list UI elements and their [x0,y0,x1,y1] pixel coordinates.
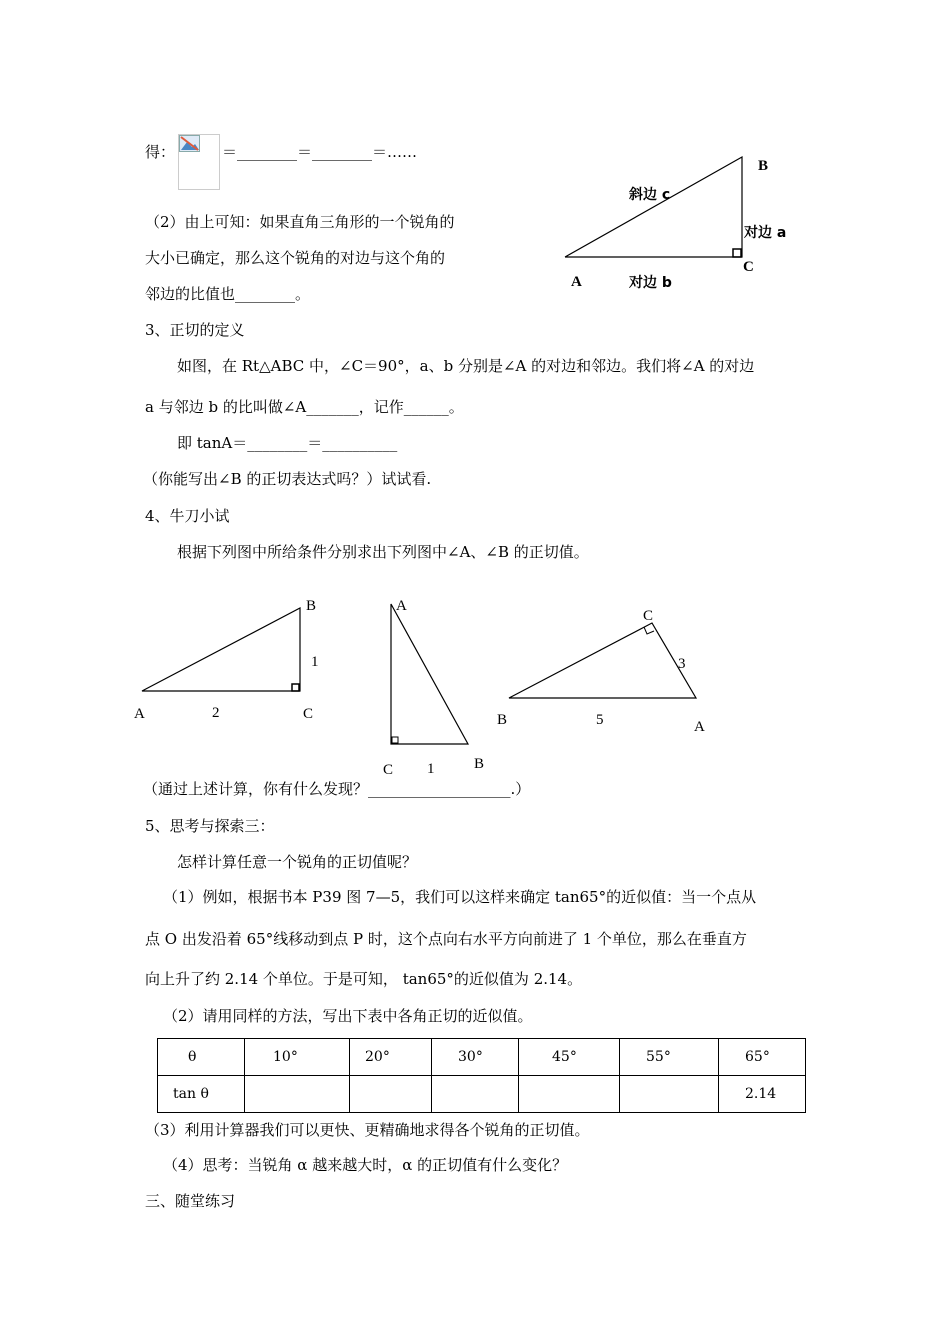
section5-line3: 点 O 出发沿着 65°线移动到点 P 时，这个点向右水平方向前进了 1 个单位，那么在垂直方 [145,930,747,948]
section6-heading: 三、随堂练习 [145,1192,236,1210]
formula-blanks: ＝________＝________＝…… [222,143,418,161]
tri2-vertex-c: C [383,762,394,778]
fig1-adjacent-label: 对边 b [629,275,672,291]
table-cell: 2.14 [719,1076,806,1113]
tri2-vertex-b: B [474,756,485,772]
table-cell: θ [158,1039,245,1076]
tri3-vertex-b: B [497,712,508,728]
section5-heading: 5、思考与探索三： [145,817,275,835]
fig1-vertex-a: A [571,274,582,290]
para4: （4）思考：当锐角 α 越来越大时，α 的正切值有什么变化？ [163,1156,568,1174]
section5-line2: （1）例如，根据书本 P39 图 7—5，我们可以这样来确定 tan65°的近似值：当一个点从 [163,888,757,906]
tri2-vertex-a: A [396,598,407,614]
section3-line2: a 与邻边 b 的比叫做∠A_______，记作______。 [145,398,464,416]
para2-line3: 邻边的比值也________。 [145,285,311,303]
practice-triangle-2 [391,604,468,744]
tri3-side-ca: 3 [678,656,686,672]
section3-heading: 3、正切的定义 [145,321,245,339]
table-cell: 20° [350,1039,432,1076]
tri1-side-bc: 1 [311,654,319,670]
para2-line2: 大小已确定，那么这个锐角的对边与这个角的 [145,249,446,267]
section3-line4: （你能写出∠B 的正切表达式吗？）试试看. [143,470,432,488]
section5-line5: （2）请用同样的方法，写出下表中各角正切的近似值。 [163,1007,533,1025]
para2-line1: （2）由上可知：如果直角三角形的一个锐角的 [145,213,455,231]
tangent-table [157,1038,806,1113]
tri3-side-ba: 5 [596,712,604,728]
table-cell: 65° [719,1039,806,1076]
section4-heading: 4、牛刀小试 [145,507,230,525]
discovery-line: （通过上述计算，你有什么发现？___________________.） [143,780,531,798]
fig1-hypotenuse-label: 斜边 c [629,187,671,203]
tri3-vertex-a: A [694,719,705,735]
para3: （3）利用计算器我们可以更快、更精确地求得各个锐角的正切值。 [145,1121,590,1139]
section5-line4: 向上升了约 2.14 个单位。于是可知， tan65°的近似值为 2.14。 [145,970,583,988]
tri1-vertex-c: C [303,706,314,722]
practice-triangle-1 [142,608,300,691]
table-cell: 30° [432,1039,519,1076]
table-cell [432,1076,519,1113]
section3-line3: 即 tanA＝________＝__________ [177,434,398,452]
table-header-row [158,1039,806,1076]
tri1-vertex-b: B [306,598,317,614]
intro-prefix: 得： [145,143,176,161]
practice-triangle-3 [509,623,696,698]
table-cell [519,1076,620,1113]
table-cell [350,1076,432,1113]
fig1-vertex-b: B [758,158,769,174]
tri1-side-ac: 2 [212,705,220,721]
table-row [158,1076,806,1113]
section3-line1: 如图，在 Rt△ABC 中，∠C＝90°，a、b 分别是∠A 的对边和邻边。我们将∠A 的对边 [177,357,755,375]
table-cell: 55° [620,1039,719,1076]
fig1-vertex-c: C [743,259,754,275]
table-cell [620,1076,719,1113]
tri2-side-cb: 1 [427,761,435,777]
tri3-vertex-c: C [643,608,654,624]
fig1-opposite-label: 对边 a [744,225,787,241]
table-cell: tan θ [158,1076,245,1113]
table-cell: 45° [519,1039,620,1076]
table-cell [245,1076,350,1113]
table-cell: 10° [245,1039,350,1076]
tri1-vertex-a: A [134,706,145,722]
section5-line1: 怎样计算任意一个锐角的正切值呢？ [177,853,418,871]
section4-line1: 根据下列图中所给条件分别求出下列图中∠A、∠B 的正切值。 [177,543,589,561]
